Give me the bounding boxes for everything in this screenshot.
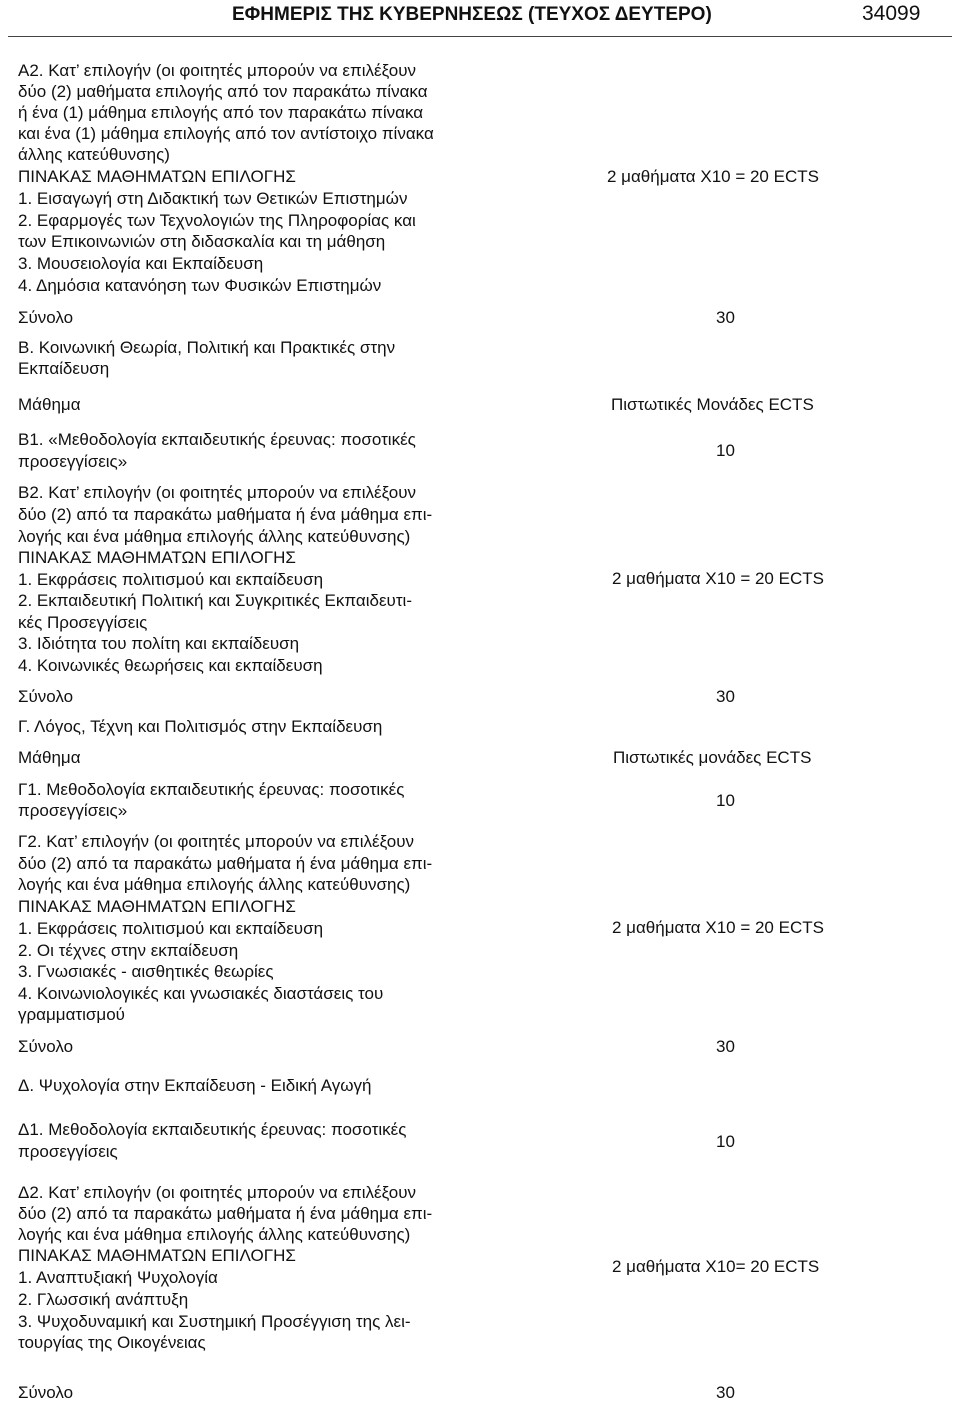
d2-intro-line: λογής και ένα μάθημα επιλογής άλλης κατεύθυνσης) [18, 1225, 411, 1244]
g-ects-note: 2 μαθήματα Χ10 = 20 ECTS [612, 918, 824, 937]
d-course-item: 3. Ψυχοδυναμική και Συστημική Προσέγγιση της λει- [18, 1312, 411, 1331]
b-total-label: Σύνολο [18, 687, 74, 706]
page-header-title: ΕΦΗΜΕΡΙΣ ΤΗΣ ΚΥΒΕΡΝΗΣΕΩΣ (ΤΕΥΧΟΣ ΔΕΥΤΕΡΟ) [232, 4, 712, 25]
a2-course-item: των Επικοινωνιών στη διδασκαλία και τη μάθηση [18, 232, 386, 251]
d1-ects: 10 [716, 1132, 735, 1151]
b-course-item: 3. Ιδιότητα του πολίτη και εκπαίδευση [18, 634, 300, 653]
a2-course-item: 3. Μουσειολογία και Εκπαίδευση [18, 254, 264, 273]
g2-intro-line: Γ2. Κατ’ επιλογήν (οι φοιτητές μπορούν να επιλέξουν [18, 832, 415, 851]
d-course-item: 1. Αναπτυξιακή Ψυχολογία [18, 1268, 218, 1287]
d1-course: προσεγγίσεις [18, 1142, 118, 1161]
g-course-item: 1. Εκφράσεις πολιτισμού και εκπαίδευση [18, 919, 324, 938]
b-table-title: ΠΙΝΑΚΑΣ ΜΑΘΗΜΑΤΩΝ ΕΠΙΛΟΓΗΣ [18, 548, 296, 567]
g1-course: προσεγγίσεις» [18, 801, 128, 820]
b-col-ects-header: Πιστωτικές Μονάδες ECTS [611, 395, 814, 414]
g2-intro-line: λογής και ένα μάθημα επιλογής άλλης κατεύθυνσης) [18, 875, 411, 894]
a2-intro-line: και ένα (1) μάθημα επιλογής από τον αντίστοιχο πίνακα [18, 124, 434, 143]
d-section-title: Δ. Ψυχολογία στην Εκπαίδευση - Ειδική Αγωγή [18, 1076, 372, 1095]
d-course-item: 2. Γλωσσική ανάπτυξη [18, 1290, 189, 1309]
g-table-title: ΠΙΝΑΚΑΣ ΜΑΘΗΜΑΤΩΝ ΕΠΙΛΟΓΗΣ [18, 897, 296, 916]
b-course-item: 1. Εκφράσεις πολιτισμού και εκπαίδευση [18, 570, 324, 589]
b2-intro-line: Β2. Κατ’ επιλογήν (οι φοιτητές μπορούν να επιλέξουν [18, 483, 416, 502]
a2-intro-line: Α2. Κατ’ επιλογήν (οι φοιτητές μπορούν να επιλέξουν [18, 61, 416, 80]
b2-intro-line: δύο (2) από τα παρακάτω μαθήματα ή ένα μάθημα επι- [18, 505, 433, 524]
b-total-value: 30 [716, 687, 735, 706]
a2-course-item: 1. Εισαγωγή στη Διδακτική των Θετικών Επιστημών [18, 189, 408, 208]
a2-total-value: 30 [716, 308, 735, 327]
b-ects-note: 2 μαθήματα Χ10 = 20 ECTS [612, 569, 824, 588]
d2-intro-line: Δ2. Κατ’ επιλογήν (οι φοιτητές μπορούν να επιλέξουν [18, 1183, 417, 1202]
b-course-item: 4. Κοινωνικές θεωρήσεις και εκπαίδευση [18, 656, 323, 675]
g-total-value: 30 [716, 1037, 735, 1056]
b-course-item: 2. Εκπαιδευτική Πολιτική και Συγκριτικές Εκπαιδευτι- [18, 591, 412, 610]
a2-total-label: Σύνολο [18, 308, 74, 327]
b1-course: προσεγγίσεις» [18, 452, 128, 471]
d-course-item: τουργίας της Οικογένειας [18, 1333, 206, 1352]
g-total-label: Σύνολο [18, 1037, 74, 1056]
g2-intro-line: δύο (2) από τα παρακάτω μαθήματα ή ένα μάθημα επι- [18, 854, 433, 873]
g-col-course-header: Μάθημα [18, 748, 81, 767]
b-col-course-header: Μάθημα [18, 395, 81, 414]
b1-course: Β1. «Μεθοδολογία εκπαιδευτικής έρευνας: ποσοτικές [18, 430, 416, 449]
d1-course: Δ1. Μεθοδολογία εκπαιδευτικής έρευνας: ποσοτικές [18, 1120, 407, 1139]
g-course-item: 4. Κοινωνιολογικές και γνωσιακές διαστάσεις του [18, 984, 384, 1003]
a2-ects-note: 2 μαθήματα Χ10 = 20 ECTS [607, 167, 819, 186]
g-col-ects-header: Πιστωτικές μονάδες ECTS [613, 748, 812, 767]
d-ects-note: 2 μαθήματα Χ10= 20 ECTS [612, 1257, 820, 1276]
d-table-title: ΠΙΝΑΚΑΣ ΜΑΘΗΜΑΤΩΝ ΕΠΙΛΟΓΗΣ [18, 1246, 296, 1265]
g-section-title: Γ. Λόγος, Τέχνη και Πολιτισμός στην Εκπαίδευση [18, 717, 383, 736]
header-rule [8, 36, 952, 37]
b-course-item: κές Προσεγγίσεις [18, 613, 148, 632]
d-total-label: Σύνολο [18, 1383, 74, 1402]
a2-intro-line: ή ένα (1) μάθημα επιλογής από τον παρακάτω πίνακα [18, 103, 424, 122]
g-course-item: γραμματισμού [18, 1005, 125, 1024]
b-section-title: Εκπαίδευση [18, 359, 110, 378]
d2-intro-line: δύο (2) από τα παρακάτω μαθήματα ή ένα μάθημα επι- [18, 1204, 433, 1223]
a2-intro-line: δύο (2) μαθήματα επιλογής από τον παρακάτω πίνακα [18, 82, 428, 101]
a2-table-title: ΠΙΝΑΚΑΣ ΜΑΘΗΜΑΤΩΝ ΕΠΙΛΟΓΗΣ [18, 167, 296, 186]
b2-intro-line: λογής και ένα μάθημα επιλογής άλλης κατεύθυνσης) [18, 527, 411, 546]
page-number: 34099 [862, 2, 921, 25]
b1-ects: 10 [716, 441, 735, 460]
g-course-item: 2. Οι τέχνες στην εκπαίδευση [18, 941, 239, 960]
b-section-title: Β. Κοινωνική Θεωρία, Πολιτική και Πρακτικές στην [18, 338, 396, 357]
d-total-value: 30 [716, 1383, 735, 1402]
g1-course: Γ1. Μεθοδολογία εκπαιδευτικής έρευνας: ποσοτικές [18, 780, 405, 799]
a2-course-item: 4. Δημόσια κατανόηση των Φυσικών Επιστημών [18, 276, 382, 295]
g1-ects: 10 [716, 791, 735, 810]
g-course-item: 3. Γνωσιακές - αισθητικές θεωρίες [18, 962, 274, 981]
a2-intro-line: άλλης κατεύθυνσης) [18, 145, 170, 164]
a2-course-item: 2. Εφαρμογές των Τεχνολογιών της Πληροφορίας και [18, 211, 416, 230]
